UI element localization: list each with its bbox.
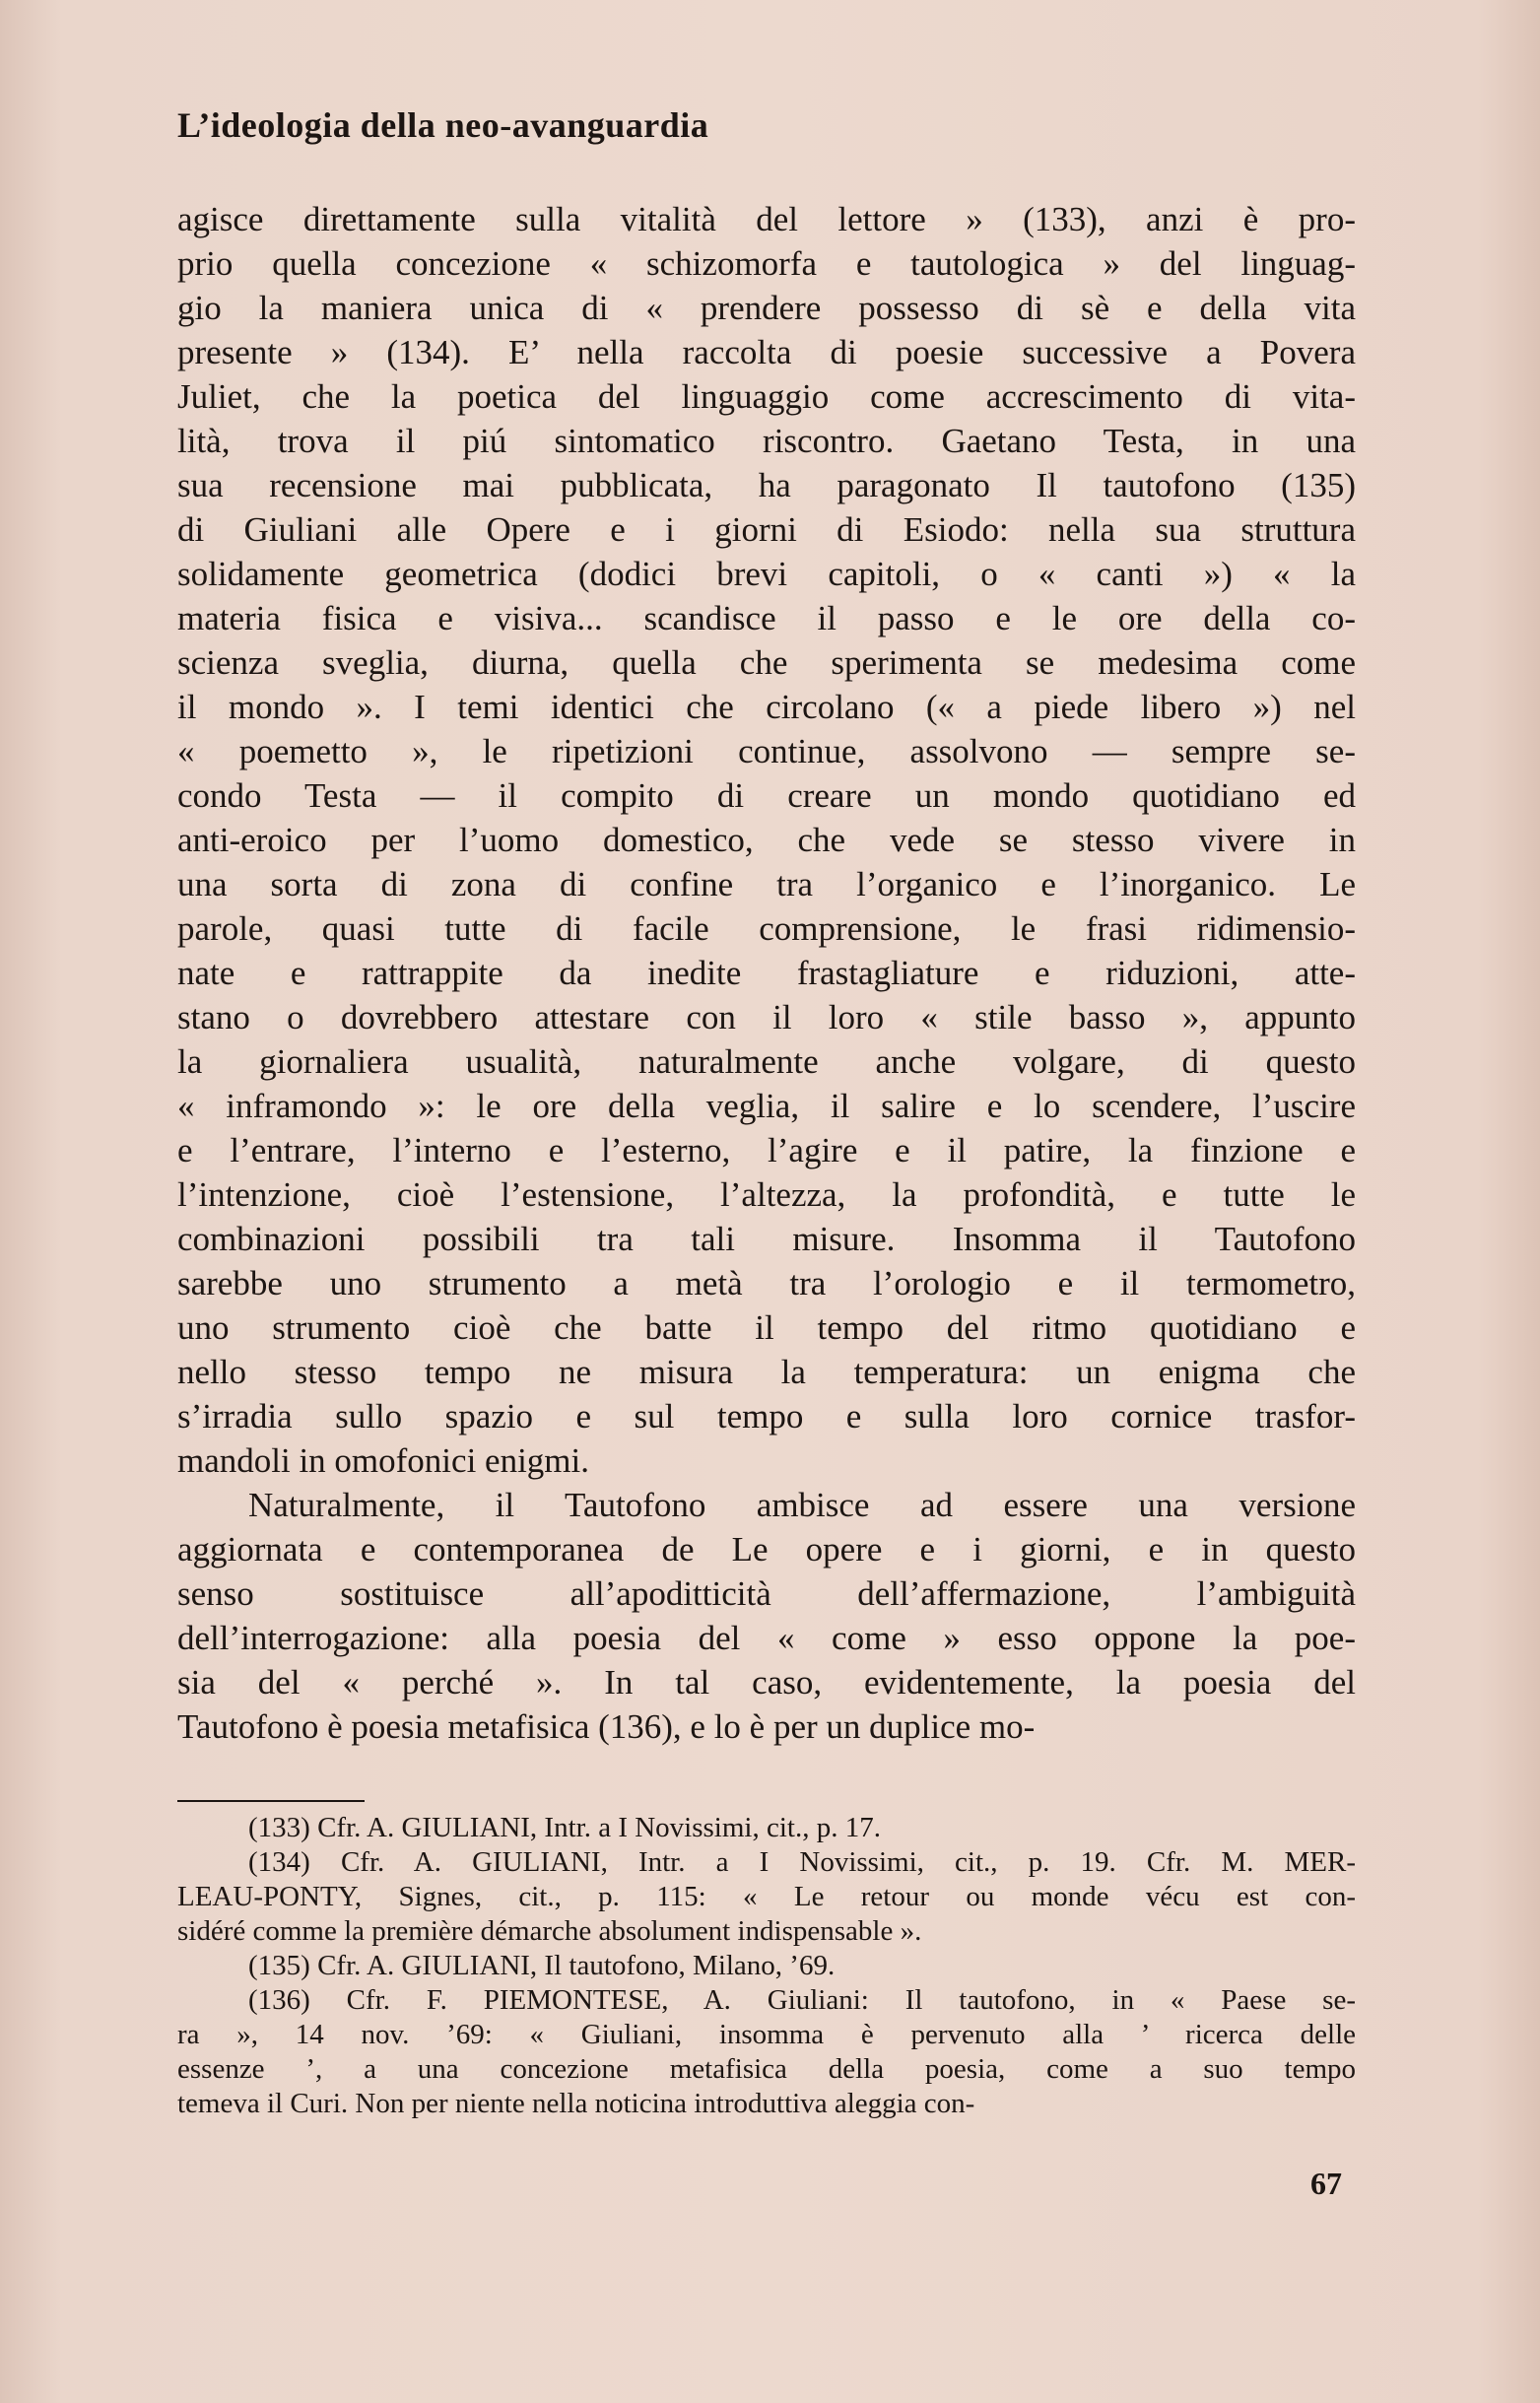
text-line: condo Testa — il compito di creare un mondo quotidiano ed (177, 776, 1356, 815)
footnote-line: temeva il Curi. Non per niente nella noticina introduttiva aleggia con- (177, 2088, 975, 2119)
footnote-separator (177, 1800, 365, 1802)
text-line: scienza sveglia, diurna, quella che sperimenta se medesima come (177, 643, 1356, 682)
text-line: stano o dovrebbero attestare con il loro « stile basso », appunto (177, 998, 1356, 1036)
page-number: 67 (1310, 2166, 1342, 2201)
text-line: senso sostituisce all’apoditticità dell’affermazione, l’ambiguità (177, 1574, 1356, 1613)
text-line: solidamente geometrica (dodici brevi capitoli, o « canti ») « la (177, 555, 1356, 593)
text-line: sia del « perché ». In tal caso, evidentemente, la poesia del (177, 1663, 1356, 1702)
text-line: anti-eroico per l’uomo domestico, che vede se stesso vivere in (177, 821, 1356, 859)
footnote-line: (136) Cfr. F. PIEMONTESE, A. Giuliani: Il tautofono, in « Paese se- (248, 1984, 1356, 2016)
text-line: nello stesso tempo ne misura la temperatura: un enigma che (177, 1353, 1356, 1391)
text-line: Naturalmente, il Tautofono ambisce ad essere una versione (248, 1486, 1356, 1524)
text-line: « inframondo »: le ore della veglia, il salire e lo scendere, l’uscire (177, 1087, 1356, 1125)
text-line: presente » (134). E’ nella raccolta di poesie successive a Povera (177, 333, 1356, 371)
text-line: la giornaliera usualità, naturalmente anche volgare, di questo (177, 1042, 1356, 1081)
text-line: mandoli in omofonici enigmi. (177, 1441, 590, 1480)
footnotes (177, 1811, 1356, 2121)
text-line: parole, quasi tutte di facile comprensione, le frasi ridimensio- (177, 909, 1356, 948)
text-line: e l’entrare, l’interno e l’esterno, l’agire e il patire, la finzione e (177, 1131, 1356, 1169)
text-line: prio quella concezione « schizomorfa e tautologica » del linguag- (177, 244, 1356, 283)
text-line: combinazioni possibili tra tali misure. Insomma il Tautofono (177, 1220, 1356, 1258)
text-line: nate e rattrappite da inedite frastagliature e riduzioni, atte- (177, 954, 1356, 992)
text-line: Juliet, che la poetica del linguaggio come accrescimento di vita- (177, 377, 1356, 416)
running-header: L’ideologia della neo-avanguardia (177, 105, 709, 145)
footnote-line: sidéré comme la première démarche absolument indispensable ». (177, 1915, 922, 1947)
text-line: uno strumento cioè che batte il tempo del ritmo quotidiano e (177, 1308, 1356, 1347)
text-line: dell’interrogazione: alla poesia del « come » esso oppone la poe- (177, 1619, 1356, 1657)
text-line: Tautofono è poesia metafisica (136), e lo è per un duplice mo- (177, 1707, 1036, 1746)
text-line: sua recensione mai pubblicata, ha paragonato Il tautofono (135) (177, 466, 1356, 504)
text-line: agisce direttamente sulla vitalità del lettore » (133), anzi è pro- (177, 200, 1356, 238)
footnote-line: LEAU-PONTY, Signes, cit., p. 115: « Le retour ou monde vécu est con- (177, 1881, 1356, 1912)
footnote-line: (134) Cfr. A. GIULIANI, Intr. a I Novissimi, cit., p. 19. Cfr. M. MER- (248, 1846, 1356, 1878)
text-line: di Giuliani alle Opere e i giorni di Esiodo: nella sua struttura (177, 510, 1356, 549)
text-line: gio la maniera unica di « prendere possesso di sè e della vita (177, 289, 1356, 327)
footnote-line: (135) Cfr. A. GIULIANI, Il tautofono, Milano, ’69. (248, 1950, 836, 1981)
footnote-line: essenze ’, a una concezione metafisica della poesia, come a suo tempo (177, 2053, 1356, 2085)
text-line: materia fisica e visiva... scandisce il passo e le ore della co- (177, 599, 1356, 637)
text-line: l’intenzione, cioè l’estensione, l’altezza, la profondità, e tutte le (177, 1175, 1356, 1214)
text-line: lità, trova il piú sintomatico riscontro. Gaetano Testa, in una (177, 422, 1356, 460)
text-line: « poemetto », le ripetizioni continue, assolvono — sempre se- (177, 732, 1356, 770)
text-line: una sorta di zona di confine tra l’organico e l’inorganico. Le (177, 865, 1356, 903)
footnote-line: ra », 14 nov. ’69: « Giuliani, insomma è pervenuto alla ’ ricerca delle (177, 2019, 1356, 2050)
text-line: sarebbe uno strumento a metà tra l’orologio e il termometro, (177, 1264, 1356, 1302)
footnote-line: (133) Cfr. A. GIULIANI, Intr. a I Novissimi, cit., p. 17. (248, 1812, 881, 1843)
text-line: aggiornata e contemporanea de Le opere e i giorni, e in questo (177, 1530, 1356, 1569)
body-text (177, 197, 1356, 1749)
text-line: s’irradia sullo spazio e sul tempo e sulla loro cornice trasfor- (177, 1397, 1356, 1435)
text-line: il mondo ». I temi identici che circolano (« a piede libero ») nel (177, 688, 1356, 726)
